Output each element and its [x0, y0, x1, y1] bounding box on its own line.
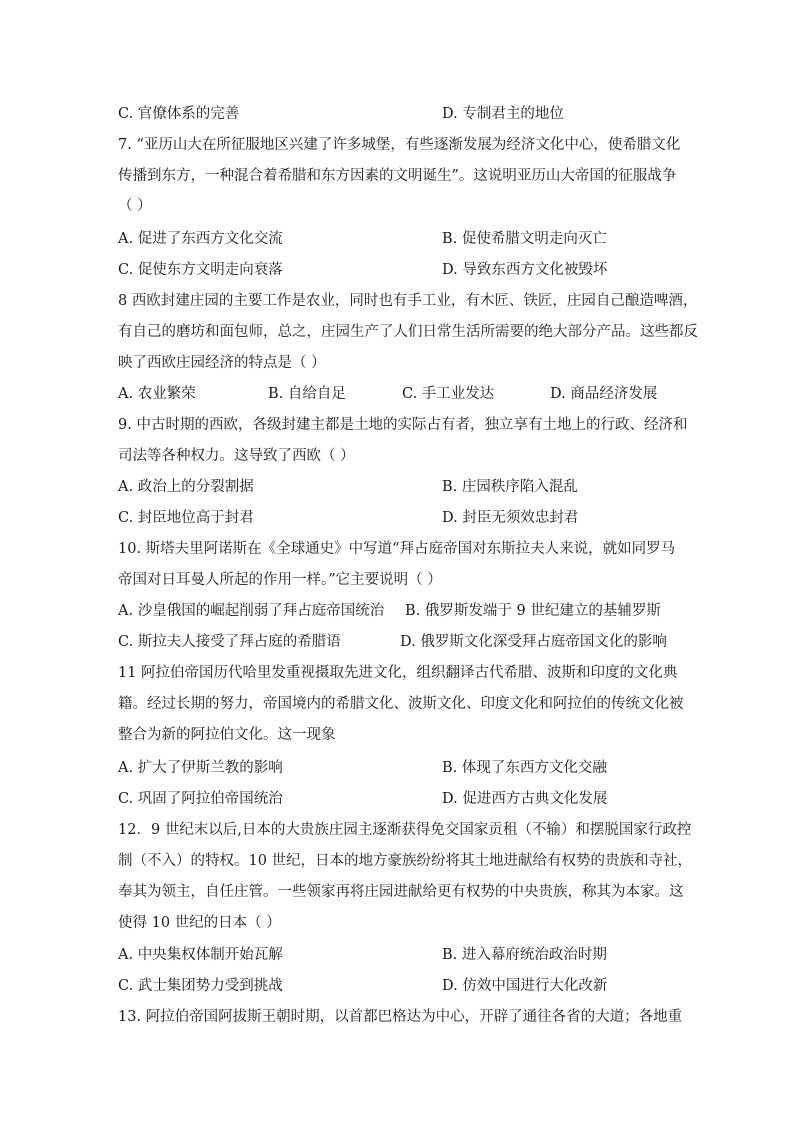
- q11-option-a: A. 扩大了伊斯兰教的影响: [118, 760, 283, 776]
- q12-option-b: B. 进入幕府统治政治时期: [442, 947, 607, 963]
- q7-option-a: A. 促进了东西方文化交流: [118, 231, 283, 247]
- q8-option-a: A. 农业繁荣: [118, 386, 196, 402]
- q9-stem-line-1: 9. 中古时期的西欧，各级封建主都是土地的实际占有者，独立享有土地上的行政、经济和: [118, 417, 688, 433]
- q10-option-c: C. 斯拉夫人接受了拜占庭的希腊语: [118, 634, 341, 650]
- q6-option-c: C. 官僚体系的完善: [118, 106, 240, 122]
- q11-option-d: D. 促进西方古典文化发展: [442, 791, 608, 807]
- q12-stem-line-1: 12．9 世纪末以后,日本的大贵族庄园主逐渐获得免交国家贡租（不输）和摆脱国家行政控: [118, 822, 692, 838]
- q9-option-d: D. 封臣无须效忠封君: [442, 510, 579, 526]
- q9-option-c: C. 封臣地位高于封君: [118, 510, 254, 526]
- q12-stem-line-3: 奉其为领主，自任庄管。一些领家再将庄园进献给更有权势的中央贵族，称其为本家。这: [118, 884, 684, 900]
- q10-stem-line-1: 10. 斯塔夫里阿诺斯在《全球通史》中写道“拜占庭帝国对东斯拉夫人来说，就如同罗马: [118, 541, 676, 557]
- q10-option-a: A. 沙皇俄国的崛起削弱了拜占庭帝国统治: [118, 603, 385, 619]
- q8-stem-line-1: 8 西欧封建庄园的主要工作是农业，同时也有手工业，有木匠、铁匠，庄园自己酿造啤酒，: [118, 293, 698, 309]
- q12-option-a: A. 中央集权体制开始瓦解: [118, 947, 283, 963]
- q12-stem-line-2: 制（不入）的特权。10 世纪，日本的地方豪族纷纷将其土地进献给有权势的贵族和寺社，: [118, 853, 693, 869]
- q7-option-b: B. 促使希腊文明走向灭亡: [442, 231, 607, 247]
- q12-option-d: D. 仿效中国进行大化改新: [442, 978, 608, 994]
- q7-stem-line-1: 7. “亚历山大在所征服地区兴建了许多城堡，有些逐渐发展为经济文化中心，使希腊文化: [118, 137, 681, 153]
- q8-option-b: B. 自给自足: [268, 386, 346, 402]
- q11-stem-line-3: 整合为新的阿拉伯文化。这一现象: [118, 727, 336, 743]
- q11-option-c: C. 巩固了阿拉伯帝国统治: [118, 791, 283, 807]
- q12-option-c: C. 武士集团势力受到挑战: [118, 978, 283, 994]
- q8-option-c: C. 手工业发达: [402, 386, 495, 402]
- q7-answer-blank: （ ）: [118, 198, 152, 214]
- q9-option-a: A. 政治上的分裂割据: [118, 479, 254, 495]
- q9-option-b: B. 庄园秩序陷入混乱: [442, 479, 578, 495]
- q11-stem-line-1: 11 阿拉伯帝国历代哈里发重视摄取先进文化，组织翻译古代希腊、波斯和印度的文化典: [118, 665, 678, 681]
- q8-stem-line-2: 有自己的磨坊和面包师，总之，庄园生产了人们日常生活所需要的绝大部分产品。这些都反: [118, 324, 698, 340]
- q7-option-c: C. 促使东方文明走向衰落: [118, 262, 283, 278]
- q10-option-d: D. 俄罗斯文化深受拜占庭帝国文化的影响: [400, 634, 667, 650]
- q9-stem-line-2: 司法等各种权力。这导致了西欧（ ）: [118, 448, 355, 464]
- q8-stem-line-3: 映了西欧庄园经济的特点是（ ）: [118, 355, 326, 371]
- q12-stem-line-4: 使得 10 世纪的日本（ ）: [118, 915, 281, 931]
- q10-option-b: B. 俄罗斯发端于 9 世纪建立的基辅罗斯: [405, 603, 661, 619]
- q11-stem-line-2: 籍。经过长期的努力，帝国境内的希腊文化、波斯文化、印度文化和阿拉伯的传统文化被: [118, 696, 684, 712]
- q11-option-b: B. 体现了东西方文化交融: [442, 760, 607, 776]
- q6-option-d: D. 专制君主的地位: [442, 106, 564, 122]
- q7-stem-line-2: 传播到东方，一种混合着希腊和东方因素的文明诞生”。这说明亚历山大帝国的征服战争: [118, 168, 677, 184]
- q10-stem-line-2: 帝国对日耳曼人所起的作用一样。”它主要说明（ ）: [118, 572, 442, 588]
- q8-option-d: D. 商品经济发展: [550, 386, 658, 402]
- q7-option-d: D. 导致东西方文化被毁坏: [442, 262, 608, 278]
- q13-stem-line-1: 13. 阿拉伯帝国阿拔斯王朝时期，以首都巴格达为中心，开辟了通往各省的大道；各地重: [118, 1009, 683, 1025]
